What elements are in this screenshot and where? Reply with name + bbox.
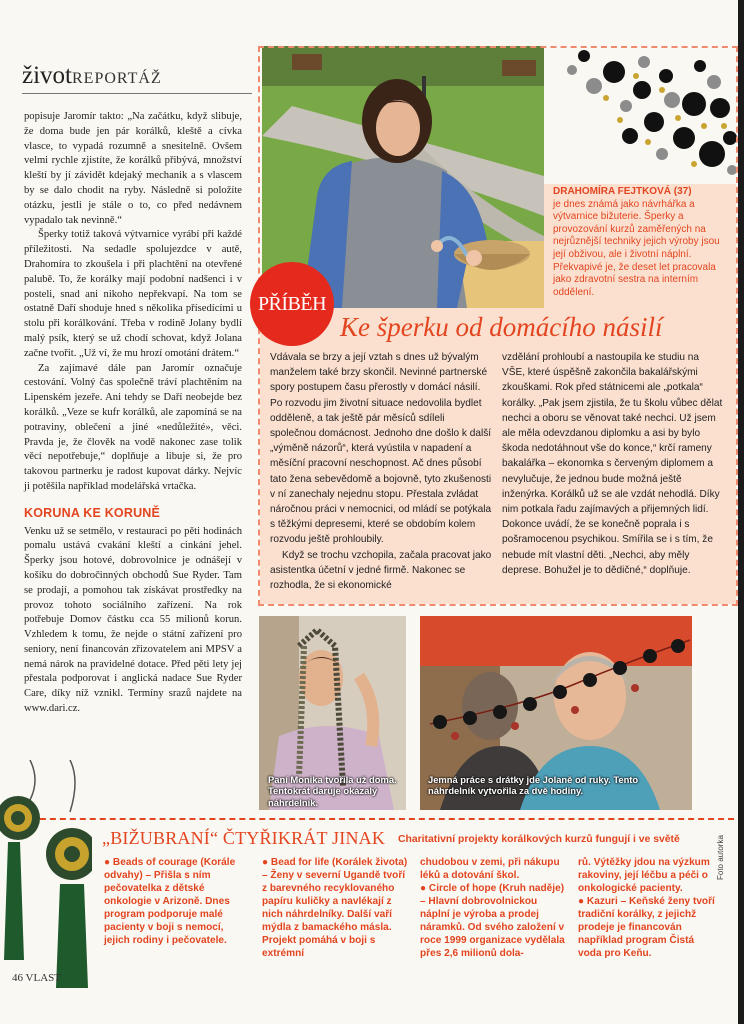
paragraph: Venku už se setmělo, v restauraci po pěti hodinách pomalu ustává cvakání kleští a cinkání jehel. Šperky jsou hotové, dobrovolnice je odnášejí v košíku do dobročinných obchodů Sue Ryder. Tam se prodají, a pomohou tak získávat prostředky na provoz tohoto sociálního zařízení. Na rok potřebuje Domov částku cca 55 milionů korun. Vzhledem k tomu, že nejde o státní zařízení pro seniory, není financován zřizovatelem ani MPSV a nemá nárok na pravidelné dotace. Před pěti lety jej přestala podporovat i anglická nadace Sue Ryder Care, díky níž vznikl. Termíny srazů najdete na www.dari.cz.: [24, 525, 242, 715]
paragraph: popisuje Jaromír takto: „Na začátku, když slibuje, že doma bude jen pár korálků, kleště a cívka vlasce, to vypadá rozumně a snesitelně. Ovšem velmi rychle zjistíte, že korálků přibývá, množství kleští by jí závidět kdejaký mechanik a s vlascem by se dalo chodit na ryby. Následně si položíte otázku, jestli je stále o to, co před nedávnem vypadalo tak nevinně.“: [24, 111, 242, 226]
bullet-icon: ●: [420, 883, 427, 894]
project-name: Bead for life (Korálek života): [270, 857, 408, 868]
bullet-icon: ●: [262, 857, 269, 868]
box-column-3: [420, 856, 568, 960]
left-column-text: [24, 110, 242, 717]
page-spine: [738, 0, 744, 1024]
page-folio: 46 VLAST: [12, 972, 61, 984]
story-column-1: [270, 350, 492, 593]
story-title: Ke šperku od domácího násilí: [340, 312, 663, 342]
project-name: Kazuri: [586, 896, 618, 907]
project-text: – Keňské ženy tvoří tradiční korálky, z jejichž prodeje je financován například program Čistá voda pro Keňu.: [578, 896, 715, 959]
bullet-icon: ●: [578, 896, 585, 907]
profile-name: DRAHOMÍRA FEJTKOVÁ (37): [553, 186, 692, 197]
section-name: život: [22, 62, 72, 89]
photo-caption-left: Paní Monika tvořila už doma. Tentokrát daruje okázalý náhrdelník.: [268, 774, 397, 808]
paragraph: vzdělání prohloubí a nastoupila ke studiu na VŠE, které úspěšně zakončila bakalářskými zkouškami. Rok před státnicemi ale „potkala“ korálky. „Pak jsem zjistila, že tu školu vůbec dělat nechci a oboru se věnovat také nechci. Už jsem ale měla odevzdanou diplomku a asi by bylo škoda nedotáhnout vše do konce,“ krčí rameny bakalářka – ekonomka s červeným diplomem a nevylučuje, že jednou bude možná ještě inženýrka. Korálků už se ale vzdát nehodlá. Díky nim potkala řadu zajímavých a přijemných lidí. Dokonce uvádí, že se konečně poprala i s pošramocenou psychikou. Smířila se i s tím, že nebude mít vlastní děti. „Nechci, aby měly deprese. Bohužel je to dědičné,“ doplňuje.: [502, 352, 723, 576]
paragraph: Vdávala se brzy a její vztah s dnes už bývalým manželem také brzy skončil. Nevinné partnerské spory postupem času přerostly v domácí násilí. Po rozvodu jim životní situace nedovolila bydlet odděleně, a tak ještě pár měsíců sdíleli společnou domácnost. Jednoho dne došlo k další „výměně názorů“, která vyústila v napadení a měsíční pracovní neschopnost. Ač dnes působí tato žena sebevědomě a bojovně, tyto zkušenosti v ní zanechaly nejednu stopu. Přestala zvládat náročnou práci v nemocnici, od mládí se potýkala s těžkými depresemi, které se obdobím kolem rozvodu ještě prohloubily.: [270, 352, 492, 546]
photo-credit: Foto autorka: [716, 835, 725, 880]
story-stamp: PŘÍBĚH: [250, 262, 334, 346]
project-text: – Hlavní dobrovolnickou náplní je výroba a prodej náramků. Od svého založení v roce 1999 organizace vydělala přes 2,6 milionů dola-: [420, 896, 565, 959]
box-title: „BIŽUBRANÍ“ ČTYŘIKRÁT JINAK: [102, 828, 386, 848]
project-name: Beads of courage (Korále odvahy): [104, 857, 236, 881]
project-name: Circle of hope (Kruh naděje): [428, 883, 565, 894]
project-text: – Přišla s ním pečovatelka z dětské onkologie v Arizoně. Dnes program podporuje malé pacienty v boji s nemocí, jejich rodiny i pečovatele.: [104, 870, 230, 946]
box-column-2: [262, 856, 410, 960]
story-column-2: [502, 350, 724, 578]
section-label: REPORTÁŽ: [72, 70, 162, 87]
photo-caption-right: Jemná práce s drátky jde Jolaně od ruky. Tento náhrdelník vytvořila za dvě hodiny.: [428, 774, 639, 797]
box-divider: [0, 818, 744, 820]
bullet-icon: ●: [104, 857, 111, 868]
project-text: rů. Výtěžky jdou na výzkum rakoviny, její léčbu a péči o onkologické pacienty.: [578, 857, 710, 894]
box-column-4: [578, 856, 718, 960]
paragraph: Šperky totiž taková výtvarnice vyrábí při každé příležitosti. Na sedadle spolujezdce v autě, Drahomíra to zkoušela i při plachtění na otevřené palubě. To, že korálky mají podobní nadšenci i v posteli, snad ani nikoho nepřekvapí. Na tom se ostatně Daří shoduje hned s několika přísedícími u stolu při korálkování. Třeba v rodině Jolany bydlí malý psík, který se už chodí schovat, když Jolana začne tvořit. „Už ví, že mu hrozí omotání drátem.“: [24, 229, 242, 359]
project-text: – Ženy v severní Ugandě tvoří z barevného recyklovaného papíru kuličky a navlékají z nich náhrdelníky. Další vaří mýdla z bamackého másla. Projekt pomáhá v boji s extrémní: [262, 870, 406, 959]
subheading: KORUNA KE KORUNĚ: [24, 505, 161, 520]
project-text: chudobou v zemi, při nákupu léků a dotování škol.: [420, 857, 560, 881]
box-subtitle: Charitativní projekty korálkových kurzů fungují i ve světě: [398, 834, 680, 845]
paragraph: Když se trochu vzchopila, začala pracovat jako asistentka účetní v jedné firmě. Nakonec se rozhodla, že si ekonomické: [270, 549, 492, 592]
profile-text: je dnes známá jako návrhářka a výtvarnice bižuterie. Šperky a provozování kurzů zaměřených na nejrůznější techniky jejich výroby jsou její obživou, ale i životní náplní. Překvapivé je, že deset let pracovala jako zdravotní sestra na interním oddělení.: [553, 198, 720, 298]
paragraph: Za zajímavé dále pan Jaromír označuje cestování. Volný čas společně tráví plachtěním na Lipenském jezeře. Ani tehdy se Daří neobejde bez korálků. „Veze se kufr korálků, ale zapomíná se na potraviny, oblečení a jiné «nedůležité», věci. Pravda je, že člověk na vodě nakonec zase tolik věcí nepotřebuje,“ doplňuje a libuje si, že pro takovou partnerku je radost kupovat dárky. Nejvíc ji potěšila například modelářská vrtačka.: [24, 362, 242, 492]
earring-decoration: [0, 760, 92, 990]
section-header: [22, 62, 252, 94]
box-column-1: [104, 856, 252, 947]
